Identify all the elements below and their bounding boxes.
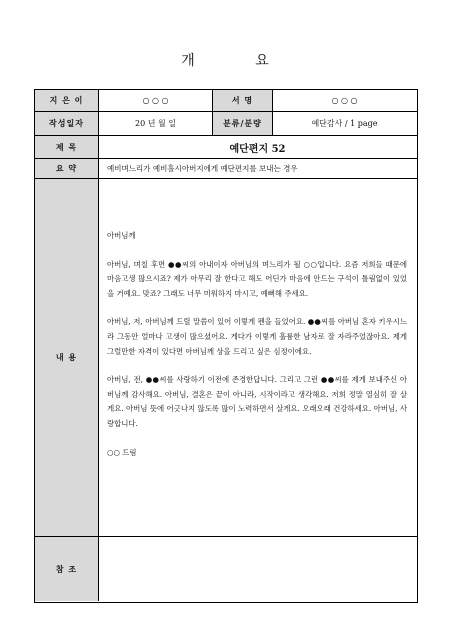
summary-label: 요 약	[35, 159, 99, 178]
letter-paragraph: 아버님, 저, 아버님께 드릴 말씀이 있어 이렇게 펜을 들었어요. ●●씨를 아버님 혼자 키우시느라 그동안 얼마나 고생이 많으셨어요. 게다가 이렇게 훌륭한 남자로 잘 자라주었잖아요. 제게 그럴만한 자격이 있다면 아버님께 상을 드리고 싶은 심정이에요.	[107, 317, 407, 356]
reference-label: 참 조	[35, 537, 99, 601]
letter-signature: ○○ 드림	[107, 447, 137, 457]
date-label: 작성일자	[35, 112, 99, 135]
subject-label: 제 목	[35, 136, 99, 158]
author-label: 지 은 이	[35, 90, 99, 111]
subject-value: 예단편지 52	[229, 143, 286, 155]
letter-body	[107, 229, 407, 474]
category-value: 예단감사 / 1 page	[311, 119, 378, 128]
letter-greeting: 아버님께	[107, 231, 136, 240]
author-value: ○ ○ ○	[99, 90, 213, 111]
letter-paragraph: 아버님, 전, ●●씨를 사랑하기 이전에 존경한답니다. 그리고 그런 ●●씨를 제게 보내주신 아버님께 감사해요. 아버님, 결혼은 끝이 아니라, 시작이라고 생각해요. 저희 정말 열심히 잘 살게요. 아버님 뜻에 어긋나지 않도록 많이 노력하면서 살게요. 오래오래 건강하세요. 아버님, 사랑합니다.	[107, 375, 407, 428]
date-row	[35, 112, 417, 136]
page-title: 개 요	[181, 53, 297, 69]
summary-form	[34, 89, 418, 603]
summary-value: 예비며느리가 예비홀시아버지에게 예단편지를 보내는 경우	[107, 164, 298, 173]
subject-row	[35, 136, 417, 159]
content-row	[35, 179, 417, 537]
date-value: 20 년 월 일	[99, 112, 213, 135]
summary-row	[35, 159, 417, 179]
name-value: ○ ○ ○	[331, 96, 358, 105]
name-label: 서 명	[213, 90, 273, 111]
letter-paragraph: 아버님, 며칠 후면 ●●씨의 아내이자 아버님의 며느리가 될 ○○입니다. 요즘 저희들 때문에 마음고생 많으시죠? 제가 아무리 잘 한다고 해도 어딘가 마음에 안드는 구석이 틀림없이 있었을 거예요. 맞죠? 그래도 너무 미워하지 마시고, 예뻐해 주세요.	[107, 259, 407, 298]
author-row	[35, 90, 417, 112]
category-label: 분류/분량	[213, 112, 273, 135]
reference-value	[99, 537, 416, 601]
reference-row	[35, 537, 417, 601]
content-label: 내 용	[35, 179, 99, 536]
